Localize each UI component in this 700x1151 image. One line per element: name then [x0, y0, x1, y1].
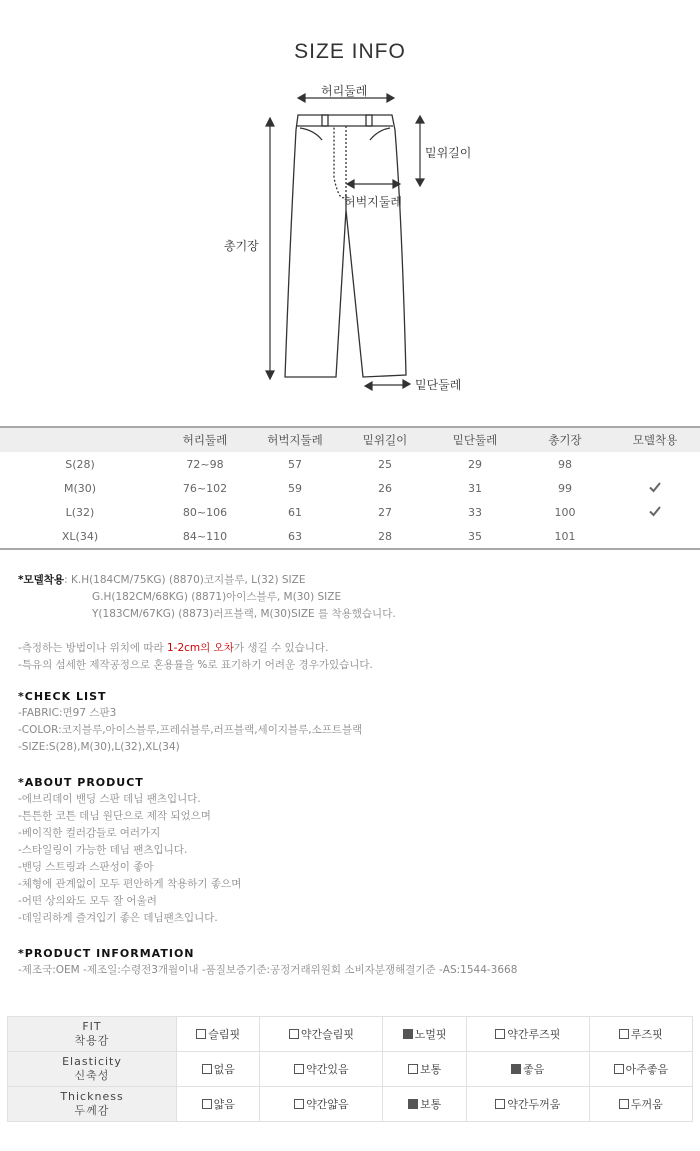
size-table	[0, 426, 700, 550]
label-thigh: 허벅지둘레	[344, 195, 402, 209]
size-table-header	[0, 428, 700, 452]
table-cell: 76~102	[182, 481, 228, 495]
list-item: -튼튼한 코튼 데님 원단으로 제작 되었으며	[18, 810, 211, 822]
table-cell: M(30)	[63, 481, 97, 495]
fit-option-label: 보통	[419, 1098, 442, 1111]
table-cell: S(28)	[65, 457, 95, 471]
table-cell: 33	[468, 505, 482, 519]
table-cell: 72~98	[186, 457, 224, 471]
label-ko: 두께감	[74, 1104, 110, 1117]
check-icon	[649, 481, 661, 493]
checked-box-icon	[511, 1064, 521, 1074]
check-list	[18, 688, 362, 756]
label-en: Thickness	[60, 1090, 124, 1103]
fit-row	[8, 1052, 693, 1087]
list-item: -체형에 관계없이 모두 편안하게 착용하기 좋으며	[18, 878, 242, 890]
fit-row-label	[8, 1017, 177, 1052]
about-product	[18, 774, 241, 927]
table-cell: 25	[378, 457, 392, 471]
fit-option-label: 좋음	[523, 1063, 545, 1076]
product-info-header: *PRODUCT INFORMATION	[18, 947, 195, 960]
list-item: -COLOR:코지블루,아이스블루,프레쉬블루,러프블랙,세이지블루,소프트블랙	[18, 724, 363, 736]
header-cell: 밑위길이	[362, 433, 408, 447]
fit-option	[466, 1052, 589, 1087]
list-item: -FABRIC:면97 스판3	[18, 707, 117, 719]
fit-option	[383, 1017, 466, 1052]
table-row	[0, 452, 700, 476]
fit-option-label: 아주좋음	[625, 1063, 669, 1076]
table-cell: 100	[554, 505, 576, 519]
fit-option-label: 노멀핏	[414, 1028, 447, 1041]
model-line: K.H(184CM/75KG) (8870)코지블루, L(32) SIZE	[70, 574, 306, 586]
fit-option	[466, 1087, 589, 1122]
fit-option-label: 약간슬림핏	[300, 1028, 354, 1041]
notice-text: -측정하는 방법이나 위치에 따라	[18, 642, 167, 654]
checked-box-icon	[408, 1099, 418, 1109]
header-cell: 허리둘레	[182, 433, 228, 447]
model-info: *모델착용: K.H(184CM/75KG) (8870)코지블루, L(32) SIZE G.H(182CM/68KG) (8871)아이스블루, M(30) SIZE Y(183CM/67KG) (8873)러프블랙, M(30)SIZE 를 착용했습니다.	[18, 572, 396, 623]
label-ko: 착용감	[74, 1034, 110, 1047]
notice-text: 가 생길 수 있습니다.	[233, 642, 329, 654]
fit-option-label: 두꺼움	[630, 1098, 663, 1111]
fit-option-label: 없음	[213, 1063, 235, 1076]
fit-option-label: 얇음	[213, 1098, 235, 1111]
label-length: 총기장	[224, 239, 259, 253]
fit-option	[589, 1052, 692, 1087]
fit-option-label: 약간두꺼움	[507, 1098, 561, 1111]
empty-box-icon	[289, 1029, 299, 1039]
table-row	[0, 500, 700, 524]
fit-option-label: 보통	[419, 1063, 442, 1076]
fit-option	[177, 1052, 260, 1087]
table-cell: 28	[378, 529, 392, 543]
fit-option	[383, 1087, 466, 1122]
empty-box-icon	[408, 1064, 418, 1074]
header-cell: 밑단둘레	[452, 433, 498, 447]
fit-option-label: 약간루즈핏	[507, 1028, 561, 1041]
model-wear-cell	[610, 505, 700, 520]
list-item: -스타일링이 가능한 데님 팬츠입니다.	[18, 844, 188, 856]
fit-row-label	[8, 1087, 177, 1122]
fit-option-label: 슬림핏	[208, 1028, 241, 1041]
checked-box-icon	[403, 1029, 413, 1039]
header-cell: 허벅지둘레	[267, 433, 323, 447]
fit-option-label: 약간얇음	[306, 1098, 349, 1111]
model-label: *모델착용	[18, 574, 65, 586]
fit-row-label	[8, 1052, 177, 1087]
empty-box-icon	[294, 1099, 304, 1109]
table-cell: 57	[288, 457, 302, 471]
table-cell: 101	[554, 529, 576, 543]
label-en: FIT	[82, 1020, 102, 1033]
table-cell: 29	[468, 457, 482, 471]
fit-option	[589, 1087, 692, 1122]
check-list-header: *CHECK LIST	[18, 690, 107, 703]
fit-row	[8, 1087, 693, 1122]
list-item: -베이직한 컬러감들로 여러가지	[18, 827, 161, 839]
product-info-line: -제조국:OEM -제조일:수령전3개월이내 -품질보증기준:공정거래위원회 소비자분쟁해결기준 -AS:1544-3668	[18, 964, 518, 976]
table-cell: 63	[288, 529, 302, 543]
table-cell: XL(34)	[61, 529, 99, 543]
fit-option-label: 루즈핏	[630, 1028, 663, 1041]
fit-option	[260, 1052, 383, 1087]
about-header: *ABOUT PRODUCT	[18, 776, 144, 789]
fit-option	[383, 1052, 466, 1087]
model-line: G.H(182CM/68KG) (8871)아이스블루, M(30) SIZE	[92, 591, 342, 603]
product-information	[18, 945, 517, 979]
header-cell: 총기장	[548, 433, 582, 447]
table-cell: 59	[288, 481, 302, 495]
table-cell: 84~110	[182, 529, 228, 543]
label-hem: 밑단둘레	[415, 378, 462, 392]
table-cell: 99	[558, 481, 572, 495]
table-cell: 31	[468, 481, 482, 495]
fit-table	[7, 1016, 693, 1122]
check-icon	[649, 505, 661, 517]
notice	[18, 640, 373, 674]
fit-option	[260, 1017, 383, 1052]
fit-option	[177, 1017, 260, 1052]
list-item: -데일리하게 즐겨입기 좋은 데님팬츠입니다.	[18, 912, 218, 924]
model-line: Y(183CM/67KG) (8873)러프블랙, M(30)SIZE 를 착용했습니다.	[92, 608, 396, 620]
fit-option	[466, 1017, 589, 1052]
table-cell: 98	[558, 457, 572, 471]
empty-box-icon	[614, 1064, 624, 1074]
table-cell: 26	[378, 481, 392, 495]
label-ko: 신축성	[74, 1069, 110, 1082]
empty-box-icon	[619, 1099, 629, 1109]
empty-box-icon	[196, 1029, 206, 1039]
label-rise: 밑위길이	[425, 146, 472, 160]
list-item: -에브리데이 밴딩 스판 데님 팬츠입니다.	[18, 793, 201, 805]
fit-option	[260, 1087, 383, 1122]
fit-option	[177, 1087, 260, 1122]
table-cell: 80~106	[182, 505, 228, 519]
notice-text: -특유의 섬세한 제작공정으로 혼용률을 %로 표기하기 어려운 경우가있습니다.	[18, 659, 373, 671]
empty-box-icon	[202, 1099, 212, 1109]
fit-option-label: 약간있음	[306, 1063, 349, 1076]
header-cell: 모델착용	[632, 433, 678, 447]
fit-option	[589, 1017, 692, 1052]
table-cell: 35	[468, 529, 482, 543]
empty-box-icon	[294, 1064, 304, 1074]
empty-box-icon	[495, 1099, 505, 1109]
page-title: SIZE INFO	[294, 40, 406, 63]
label-waist: 허리둘레	[321, 84, 368, 98]
table-cell: L(32)	[65, 505, 95, 519]
empty-box-icon	[202, 1064, 212, 1074]
list-item: -밴딩 스트링과 스판성이 좋아	[18, 861, 154, 873]
model-wear-cell	[610, 481, 700, 496]
list-item: -어떤 상의와도 모두 잘 어울려	[18, 895, 157, 907]
fit-row	[8, 1017, 693, 1052]
table-cell: 61	[288, 505, 302, 519]
empty-box-icon	[619, 1029, 629, 1039]
list-item: -SIZE:S(28),M(30),L(32),XL(34)	[18, 741, 180, 753]
table-row	[0, 524, 700, 548]
notice-highlight: 1-2cm의 오차	[167, 642, 234, 654]
table-cell: 27	[378, 505, 392, 519]
table-row	[0, 476, 700, 500]
empty-box-icon	[495, 1029, 505, 1039]
label-en: Elasticity	[62, 1055, 122, 1068]
